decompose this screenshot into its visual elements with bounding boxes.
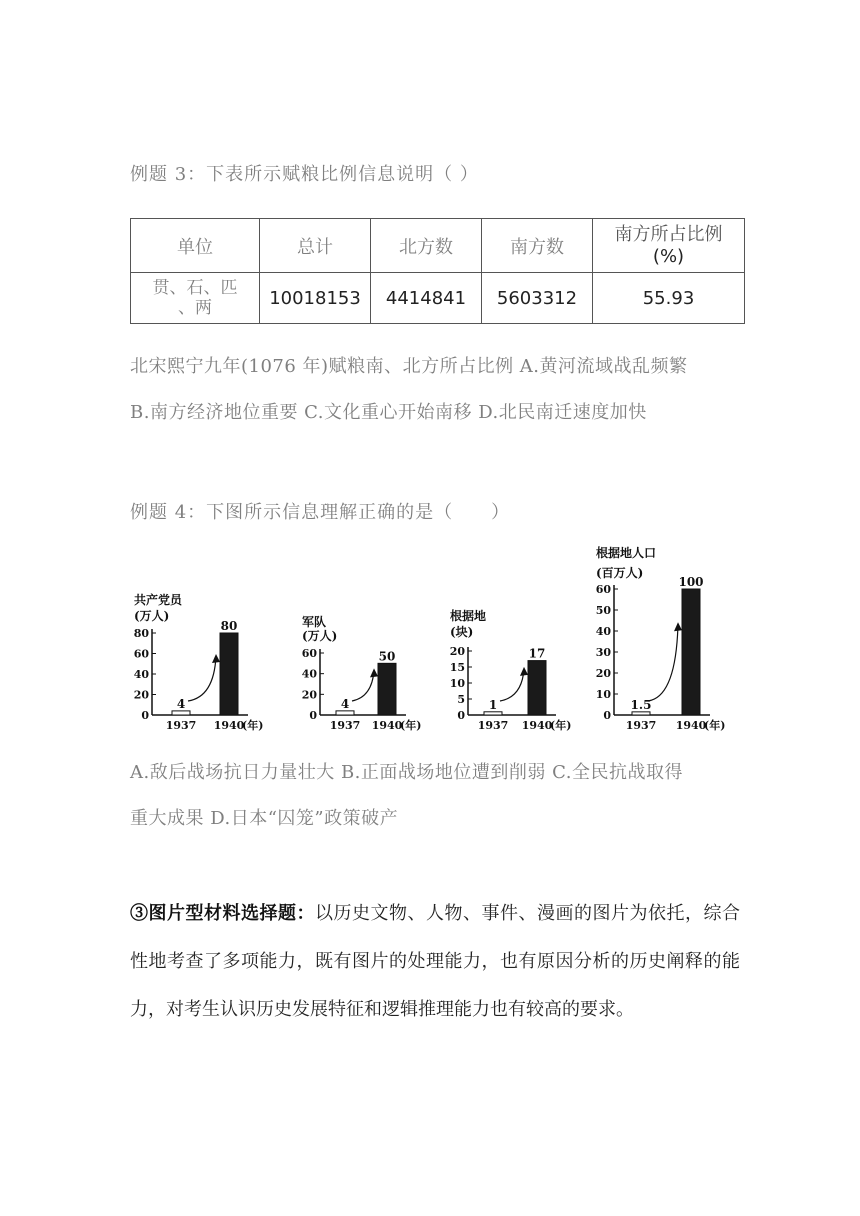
y-tick-label: 0 [141,709,149,722]
chart-party-members [130,590,280,740]
chart-svg [592,545,752,740]
trend-arrow-head [370,668,378,677]
header-north: 北方数 [371,219,482,273]
bar-1940 [528,661,546,715]
cell-unit-line1: 贯、石、匹 [152,278,238,298]
header-south-ratio-unit: (%) [652,245,685,267]
y-tick-label: 0 [457,709,465,722]
chart-bases [446,606,596,740]
chart-title: 根据地人口 [596,546,657,560]
example4-options-line2: 重大成果 D.日本“囚笼”政策破产 [130,808,399,829]
y-tick-label: 60 [301,647,317,660]
data-label: 4 [340,696,350,711]
header-south-ratio [593,219,745,273]
cell-north: 4414841 [371,273,482,324]
trend-arrow [648,624,678,701]
y-tick-label: 40 [595,625,611,638]
header-unit: 单位 [131,219,260,273]
bar-1940 [220,633,238,715]
x-unit-label: (年) [242,719,264,732]
chart-base-population [592,545,752,740]
header-south-ratio-label: 南方所占比例 [614,223,723,245]
x-tick-label: 1940 [521,719,553,732]
x-tick-label: 1940 [371,719,403,732]
data-label: 50 [378,649,396,664]
cell-south: 5603312 [482,273,593,324]
x-unit-label: (年) [704,719,726,732]
example3-caption: 北宋熙宁九年(1076 年)赋粮南、北方所占比例 A.黄河流域战乱频繁 [130,356,688,377]
y-tick-label: 10 [449,677,465,690]
example3-title: 例题 3：下表所示赋粮比例信息说明（ ） [130,164,479,185]
example4-options-line1: A.敌后战场抗日力量壮大 B.正面战场地位遭到削弱 C.全民抗战取得 [130,762,683,783]
trend-arrow [500,669,524,701]
x-tick-label: 1937 [625,719,657,732]
x-tick-label: 1940 [675,719,707,732]
example3-options: B.南方经济地位重要 C.文化重心开始南移 D.北民南迁速度加快 [130,402,647,423]
y-tick-label: 20 [133,688,149,702]
tax-grain-table [130,218,745,324]
bar-1937 [484,712,502,715]
y-tick-label: 0 [309,709,317,722]
example4-title: 例题 4：下图所示信息理解正确的是（ ） [130,502,511,523]
chart-y-unit: (万人) [134,609,170,623]
y-tick-label: 20 [595,667,611,680]
trend-arrow-head [520,667,528,676]
cell-total: 10018153 [260,273,371,324]
bar-1937 [336,711,354,715]
bar-1937 [632,712,650,715]
cell-unit-line2: 、两 [178,298,212,318]
y-tick-label: 0 [603,709,611,722]
bar-1937 [172,711,190,715]
x-tick-label: 1937 [165,719,197,732]
x-tick-label: 1937 [477,719,509,732]
data-label: 1 [488,697,498,712]
chart-svg [446,606,596,740]
data-label: 1.5 [630,697,652,712]
y-tick-label: 40 [301,667,317,681]
y-tick-label: 10 [595,688,611,701]
y-tick-label: 40 [133,668,149,681]
y-tick-label: 30 [595,646,611,659]
header-total: 总计 [260,219,371,273]
y-tick-label: 60 [133,647,149,661]
chart-title: 共产党员 [134,593,183,607]
bar-1940 [682,589,700,715]
picture-question-paragraph [130,890,740,1034]
cell-unit [131,273,260,324]
bar-1940 [378,663,396,715]
chart-svg [130,590,280,740]
chart-title: 军队 [302,615,327,629]
trend-arrow-head [212,654,220,663]
cell-ratio: 55.93 [593,273,745,324]
y-tick-label: 20 [449,645,465,658]
paragraph-heading: ③图片型材料选择题： [130,903,315,924]
data-label: 4 [176,696,186,711]
y-tick-label: 60 [595,583,611,596]
y-tick-label: 5 [457,693,465,706]
y-tick-label: 80 [133,627,149,640]
x-unit-label: (年) [400,719,422,732]
chart-y-unit: (万人) [302,629,338,643]
trend-arrow-head [674,622,682,631]
x-tick-label: 1940 [213,719,245,732]
x-unit-label: (年) [550,719,572,732]
x-tick-label: 1937 [329,719,361,732]
y-tick-label: 15 [449,661,465,674]
trend-arrow [352,670,374,701]
chart-svg [298,612,448,740]
y-tick-label: 20 [301,688,317,702]
trend-arrow [188,656,216,701]
chart-army [298,612,448,740]
table-row [131,273,745,324]
data-label: 80 [220,619,238,633]
data-label: 17 [528,646,546,661]
chart-y-unit: (块) [450,625,474,639]
chart-title: 根据地 [450,609,487,623]
chart-y-unit: (百万人) [596,566,644,580]
data-label: 100 [678,575,704,589]
y-tick-label: 50 [595,604,611,617]
table-header-row [131,219,745,273]
paragraph-body: 以历史文物、人物、事件、漫画的图片为依托，综合性地考查了多项能力，既有图片的处理能力，也有原因分析的历史阐释的能力，对考生认识历史发展特征和逻辑推理能力也有较高的要求。 [130,903,740,1020]
header-south: 南方数 [482,219,593,273]
